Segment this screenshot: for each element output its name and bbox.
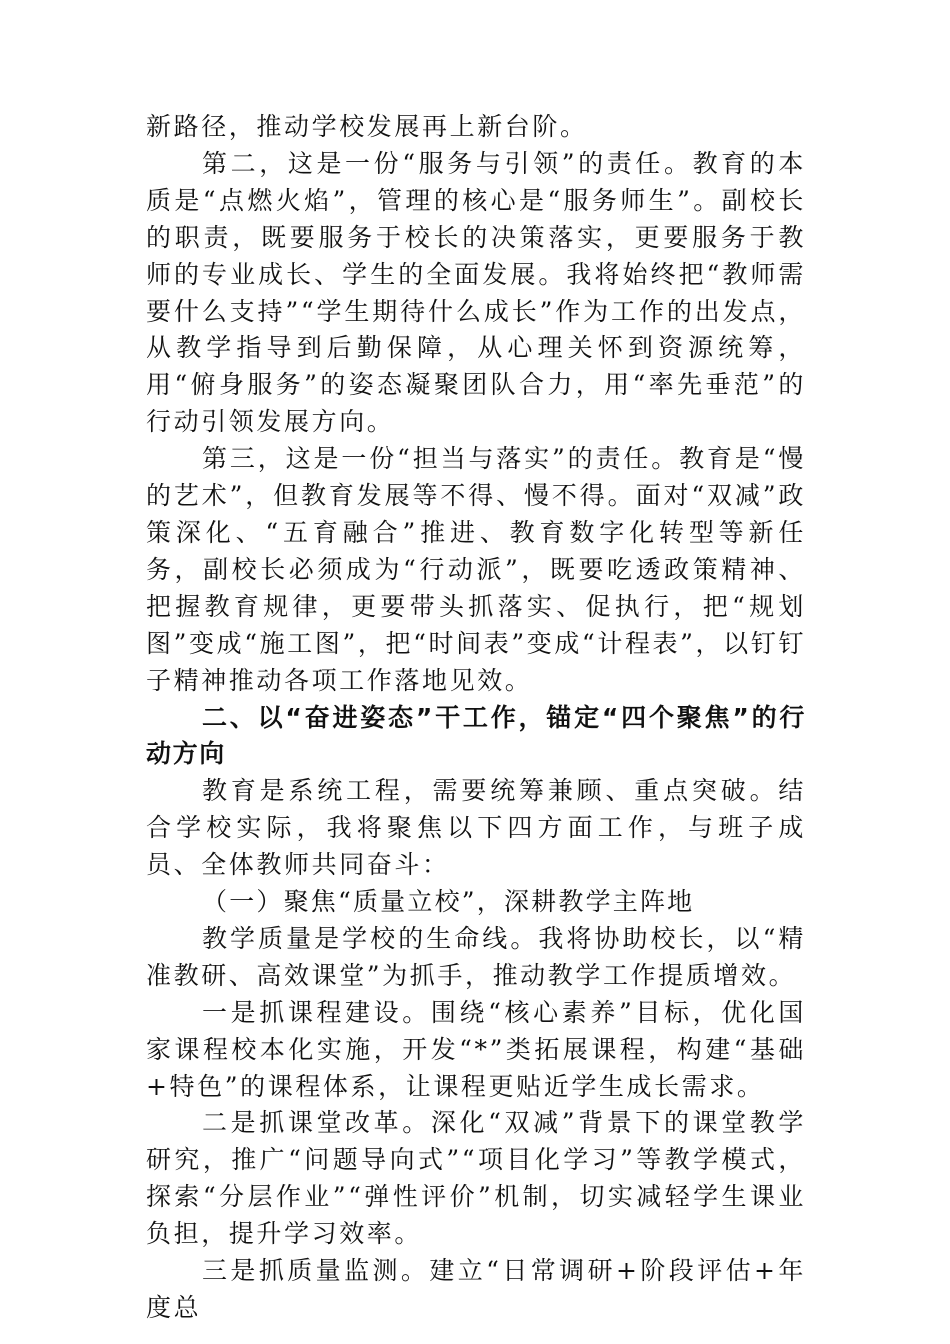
document-body — [146, 109, 806, 1327]
section-heading-2: 二、以“奋进姿态”干工作，锚定“四个聚焦”的行动方向 — [146, 702, 806, 769]
paragraph-continuation: 新路径，推动学校发展再上新台阶。 — [146, 112, 588, 141]
paragraph-teaching-quality: 教学质量是学校的生命线。我将协助校长，以“精准教研、高效课堂”为抓手，推动教学工作提质增效。 — [146, 923, 806, 990]
paragraph-section-intro: 教育是系统工程，需要统筹兼顾、重点突破。结合学校实际，我将聚焦以下四方面工作，与班子成员、全体教师共同奋斗： — [146, 776, 806, 880]
paragraph-classroom-reform: 二是抓课堂改革。深化“双减”背景下的课堂教学研究，推广“问题导向式”“项目化学习”等教学模式，探索“分层作业”“弹性评价”机制，切实减轻学生课业负担，提升学习效率。 — [146, 1108, 806, 1249]
paragraph-service-and-leadership: 第二，这是一份“服务与引领”的责任。教育的本质是“点燃火焰”，管理的核心是“服务师生”。副校长的职责，既要服务于校长的决策落实，更要服务于教师的专业成长、学生的全面发展。我将始终把“教师需要什么支持”“学生期待什么成长”作为工作的出发点，从教学指导到后勤保障，从心理关怀到资源统筹，用“俯身服务”的姿态凝聚团队合力，用“率先垂范”的行动引领发展方向。 — [146, 148, 806, 437]
paragraph-curriculum: 一是抓课程建设。围绕“核心素养”目标，优化国家课程校本化实施，开发“*”类拓展课程，构建“基础+特色”的课程体系，让课程更贴近学生成长需求。 — [146, 997, 806, 1101]
paragraph-responsibility-and-implementation: 第三，这是一份“担当与落实”的责任。教育是“慢的艺术”，但教育发展等不得、慢不得。面对“双减”政策深化、“五育融合”推进、教育数字化转型等新任务，副校长必须成为“行动派”，既要吃透政策精神、把握教育规律，更要带头抓落实、促执行，把“规划图”变成“施工图”，把“时间表”变成“计程表”，以钉钉子精神推动各项工作落地见效。 — [146, 444, 806, 695]
subsection-heading-1: （一）聚焦“质量立校”，深耕教学主阵地 — [202, 887, 695, 917]
paragraph-quality-monitoring: 三是抓质量监测。建立“日常调研+阶段评估+年度总 — [146, 1256, 806, 1322]
